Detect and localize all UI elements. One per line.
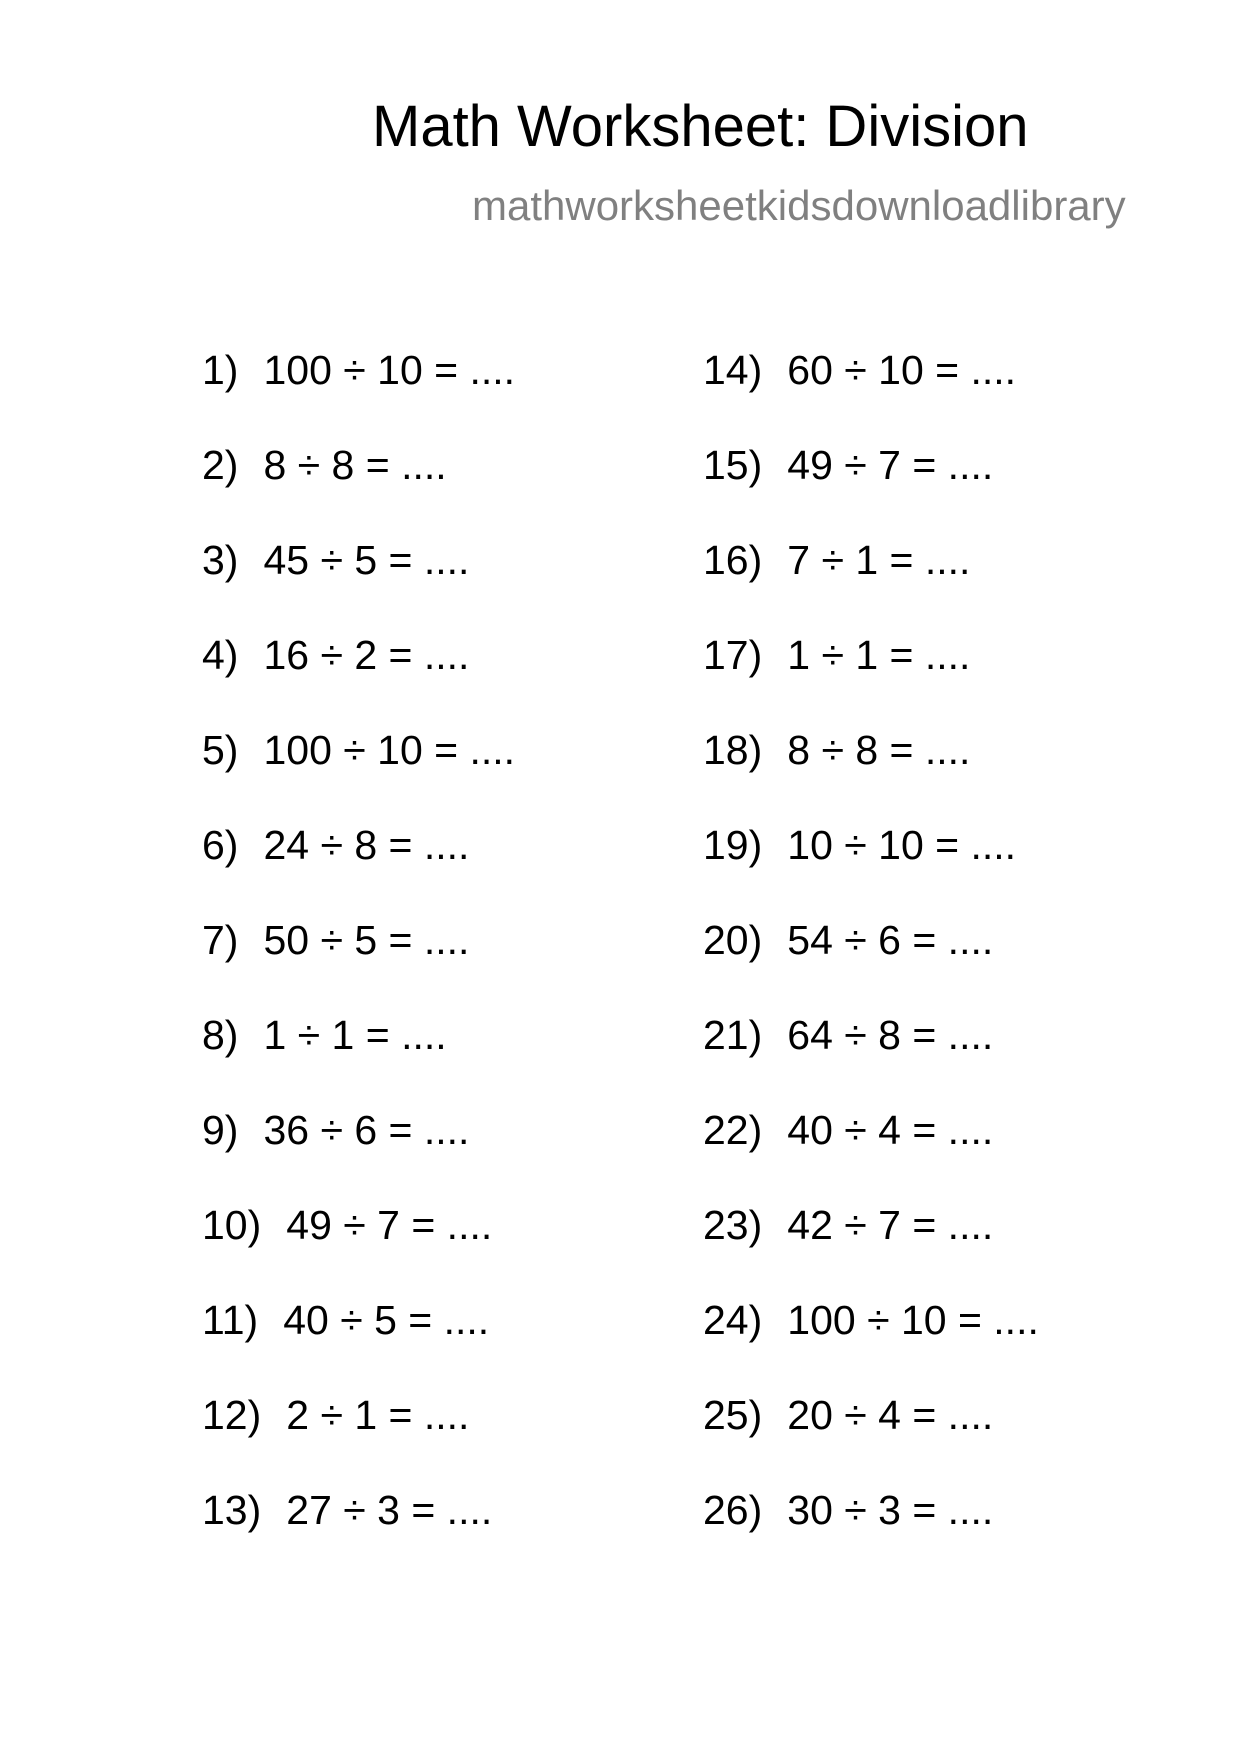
- problem-expression: 27 ÷ 3 = ....: [286, 1487, 493, 1533]
- problem-expression: 64 ÷ 8 = ....: [787, 1012, 994, 1058]
- page-title: Math Worksheet: Division: [372, 94, 1029, 159]
- page-subtitle: mathworksheetkidsdownloadlibrary: [472, 182, 1126, 229]
- problem-number: 18): [703, 727, 763, 773]
- problem-item: [202, 632, 722, 730]
- problem-expression: 16 ÷ 2 = ....: [263, 632, 470, 678]
- problem-item: [202, 442, 722, 540]
- problem-item: [703, 347, 1223, 445]
- problem-item: [202, 1297, 722, 1395]
- problem-expression: 45 ÷ 5 = ....: [263, 537, 470, 583]
- problem-number: 14): [703, 347, 763, 393]
- problems-column-left: [202, 347, 722, 1585]
- problem-item: [703, 1107, 1223, 1205]
- problem-expression: 100 ÷ 10 = ....: [787, 1297, 1039, 1343]
- problem-number: 13): [202, 1487, 262, 1533]
- problem-number: 9): [202, 1107, 239, 1153]
- problem-expression: 36 ÷ 6 = ....: [263, 1107, 470, 1153]
- problem-expression: 42 ÷ 7 = ....: [787, 1202, 994, 1248]
- problem-expression: 8 ÷ 8 = ....: [787, 727, 971, 773]
- problem-item: [202, 1012, 722, 1110]
- problem-item: [202, 347, 722, 445]
- problem-number: 23): [703, 1202, 763, 1248]
- problem-number: 12): [202, 1392, 262, 1438]
- problem-item: [703, 1392, 1223, 1490]
- problem-expression: 7 ÷ 1 = ....: [787, 537, 971, 583]
- problem-number: 19): [703, 822, 763, 868]
- problem-number: 16): [703, 537, 763, 583]
- problem-item: [703, 822, 1223, 920]
- problem-number: 5): [202, 727, 239, 773]
- problem-number: 8): [202, 1012, 239, 1058]
- problems-column-right: [703, 347, 1223, 1585]
- problem-item: [703, 632, 1223, 730]
- problem-item: [703, 727, 1223, 825]
- problem-expression: 60 ÷ 10 = ....: [787, 347, 1017, 393]
- problem-number: 2): [202, 442, 239, 488]
- problem-expression: 100 ÷ 10 = ....: [263, 727, 516, 773]
- problem-item: [703, 1487, 1223, 1585]
- problem-number: 7): [202, 917, 239, 963]
- problem-expression: 40 ÷ 5 = ....: [283, 1297, 490, 1343]
- problem-item: [202, 1392, 722, 1490]
- problem-item: [202, 1107, 722, 1205]
- problem-number: 3): [202, 537, 239, 583]
- problem-expression: 10 ÷ 10 = ....: [787, 822, 1017, 868]
- problem-number: 4): [202, 632, 239, 678]
- problem-item: [703, 917, 1223, 1015]
- problem-expression: 49 ÷ 7 = ....: [787, 442, 994, 488]
- problem-item: [202, 917, 722, 1015]
- problem-expression: 20 ÷ 4 = ....: [787, 1392, 994, 1438]
- problem-expression: 40 ÷ 4 = ....: [787, 1107, 994, 1153]
- problem-item: [202, 727, 722, 825]
- problem-number: 21): [703, 1012, 763, 1058]
- problem-item: [703, 442, 1223, 540]
- problem-number: 1): [202, 347, 239, 393]
- problem-number: 15): [703, 442, 763, 488]
- problem-number: 26): [703, 1487, 763, 1533]
- problem-expression: 100 ÷ 10 = ....: [263, 347, 516, 393]
- problem-number: 10): [202, 1202, 262, 1248]
- problem-expression: 8 ÷ 8 = ....: [263, 442, 447, 488]
- problem-expression: 2 ÷ 1 = ....: [286, 1392, 470, 1438]
- problem-item: [202, 1487, 722, 1585]
- problem-item: [703, 1012, 1223, 1110]
- problem-item: [703, 537, 1223, 635]
- problem-number: 25): [703, 1392, 763, 1438]
- problem-number: 22): [703, 1107, 763, 1153]
- problem-number: 20): [703, 917, 763, 963]
- problem-number: 11): [202, 1297, 259, 1343]
- problem-item: [202, 537, 722, 635]
- problem-number: 6): [202, 822, 239, 868]
- problem-expression: 1 ÷ 1 = ....: [787, 632, 971, 678]
- problem-item: [202, 822, 722, 920]
- problem-number: 17): [703, 632, 763, 678]
- problem-expression: 30 ÷ 3 = ....: [787, 1487, 994, 1533]
- problem-expression: 50 ÷ 5 = ....: [263, 917, 470, 963]
- problem-item: [703, 1297, 1223, 1395]
- problem-expression: 1 ÷ 1 = ....: [263, 1012, 447, 1058]
- problem-expression: 54 ÷ 6 = ....: [787, 917, 994, 963]
- problem-expression: 24 ÷ 8 = ....: [263, 822, 470, 868]
- problem-number: 24): [703, 1297, 763, 1343]
- problem-expression: 49 ÷ 7 = ....: [286, 1202, 493, 1248]
- problem-item: [703, 1202, 1223, 1300]
- problem-item: [202, 1202, 722, 1300]
